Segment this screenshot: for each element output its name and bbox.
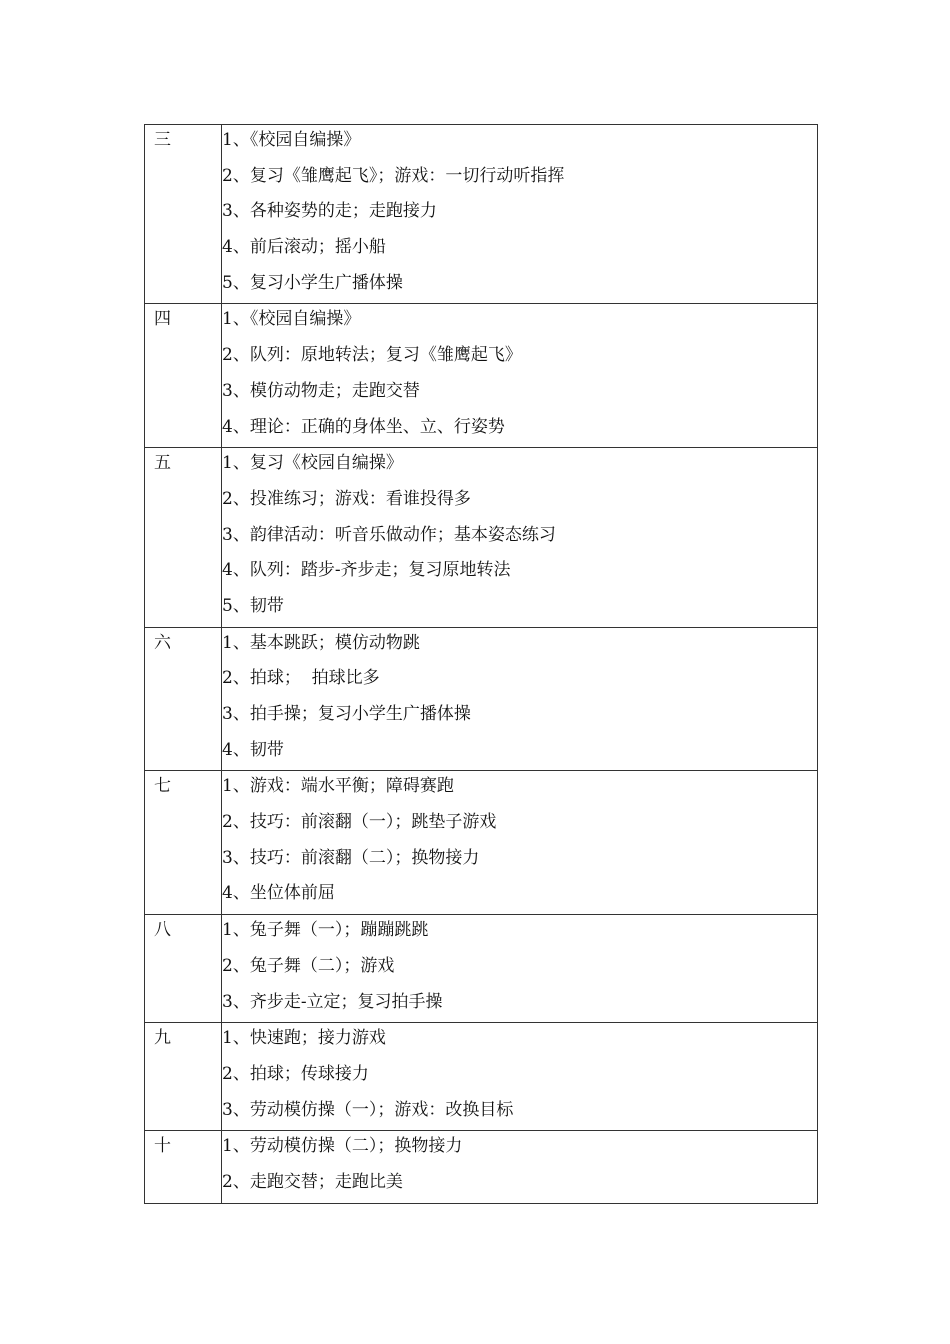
content-cell [222, 915, 818, 1023]
list-item: 1、快速跑；接力游戏 [222, 1028, 386, 1049]
list-item: 3、模仿动物走；走跑交替 [222, 380, 420, 401]
week-cell [145, 448, 222, 627]
week-label: 五 [154, 453, 171, 474]
content-cell [222, 304, 818, 448]
schedule-table [144, 124, 818, 1204]
table-row [145, 125, 818, 304]
week-label: 九 [154, 1028, 171, 1049]
week-label: 十 [154, 1136, 171, 1157]
table-row [145, 771, 818, 915]
week-label: 七 [154, 776, 171, 797]
table-row [145, 1131, 818, 1203]
content-cell [222, 627, 818, 771]
list-item: 4、队列：踏步-齐步走；复习原地转法 [222, 560, 511, 581]
list-item: 1、基本跳跃；模仿动物跳 [222, 632, 420, 653]
list-item: 3、技巧：前滚翻（二）；换物接力 [222, 847, 480, 868]
table-row [145, 1023, 818, 1131]
list-item: 1、劳动模仿操（二）；换物接力 [222, 1136, 463, 1157]
list-item: 2、复习《雏鹰起飞》；游戏：一切行动听指挥 [222, 165, 565, 186]
week-label: 六 [154, 632, 171, 653]
list-item: 1、复习《校园自编操》 [222, 453, 403, 474]
list-item: 4、韧带 [222, 739, 284, 760]
list-item: 1、《校园自编操》 [222, 130, 361, 150]
week-cell [145, 915, 222, 1023]
table-row [145, 627, 818, 771]
list-item: 4、理论：正确的身体坐、立、行姿势 [222, 416, 505, 437]
list-item: 1、兔子舞（一）；蹦蹦跳跳 [222, 920, 429, 941]
table-row [145, 304, 818, 448]
week-cell [145, 304, 222, 448]
table-row [145, 448, 818, 627]
list-item: 2、拍球； 拍球比多 [222, 668, 380, 689]
list-item: 2、走跑交替；走跑比美 [222, 1171, 403, 1192]
week-label: 八 [154, 920, 171, 941]
content-cell [222, 448, 818, 627]
list-item: 3、齐步走-立定；复习拍手操 [222, 991, 443, 1012]
week-cell [145, 771, 222, 915]
content-cell [222, 1023, 818, 1131]
list-item: 2、队列：原地转法；复习《雏鹰起飞》 [222, 345, 522, 366]
schedule-body [145, 125, 818, 1204]
list-item: 3、韵律活动：听音乐做动作；基本姿态练习 [222, 524, 556, 545]
table-row [145, 915, 818, 1023]
content-cell [222, 125, 818, 304]
list-item: 2、投准练习；游戏：看谁投得多 [222, 488, 471, 509]
week-cell [145, 1131, 222, 1203]
list-item: 2、拍球；传球接力 [222, 1063, 369, 1084]
list-item: 5、韧带 [222, 595, 284, 616]
list-item: 4、前后滚动；摇小船 [222, 237, 386, 258]
week-label: 四 [154, 309, 171, 330]
list-item: 1、游戏：端水平衡；障碍赛跑 [222, 776, 454, 797]
list-item: 3、各种姿势的走；走跑接力 [222, 201, 437, 222]
list-item: 2、技巧：前滚翻（一）；跳垫子游戏 [222, 812, 497, 833]
week-label: 三 [154, 130, 171, 150]
content-cell [222, 1131, 818, 1203]
week-cell [145, 1023, 222, 1131]
list-item: 5、复习小学生广播体操 [222, 272, 403, 293]
content-cell [222, 771, 818, 915]
list-item: 3、拍手操；复习小学生广播体操 [222, 704, 471, 724]
list-item: 2、兔子舞（二）；游戏 [222, 955, 395, 976]
week-cell [145, 125, 222, 304]
list-item: 3、劳动模仿操（一）；游戏：改换目标 [222, 1099, 514, 1120]
list-item: 1、《校园自编操》 [222, 309, 361, 330]
list-item: 4、坐位体前屈 [222, 883, 335, 904]
week-cell [145, 627, 222, 771]
